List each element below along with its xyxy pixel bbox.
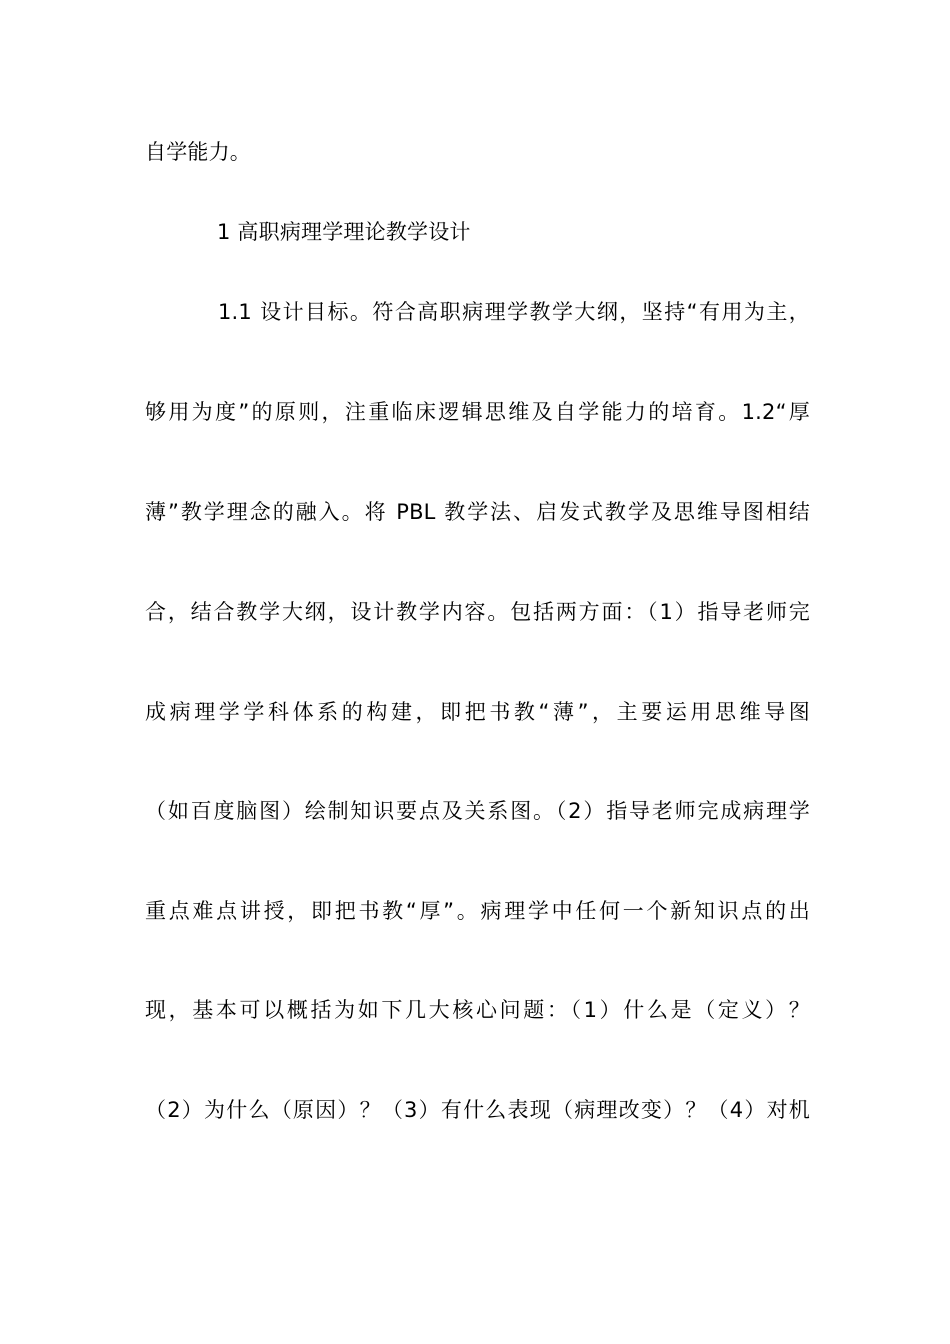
- body-text-line: （2）为什么（原因）？（3）有什么表现（病理改变）？（4）对机: [145, 1098, 810, 1122]
- body-text-line: 合，结合教学大纲，设计教学内容。包括两方面：（1）指导老师完: [145, 600, 810, 624]
- body-text-line: 现，基本可以概括为如下几大核心问题：（1）什么是（定义）？: [145, 998, 810, 1022]
- body-text-line: 成病理学学科体系的构建，即把书教“薄”，主要运用思维导图: [145, 700, 810, 724]
- body-text-line: 自学能力。: [145, 140, 251, 164]
- body-text-line: 重点难点讲授，即把书教“厚”。病理学中任何一个新知识点的出: [145, 899, 810, 923]
- subsection-paragraph-start: 1.1 设计目标。符合高职病理学教学大纲，坚持“有用为主，: [218, 300, 810, 324]
- body-text-line: 薄”教学理念的融入。将 PBL 教学法、启发式教学及思维导图相结: [145, 500, 810, 524]
- body-text-line: 够用为度”的原则，注重临床逻辑思维及自学能力的培育。1.2“厚: [145, 400, 810, 424]
- body-text-line: （如百度脑图）绘制知识要点及关系图。（2）指导老师完成病理学: [145, 799, 810, 823]
- section-heading: 1 高职病理学理论教学设计: [217, 220, 471, 244]
